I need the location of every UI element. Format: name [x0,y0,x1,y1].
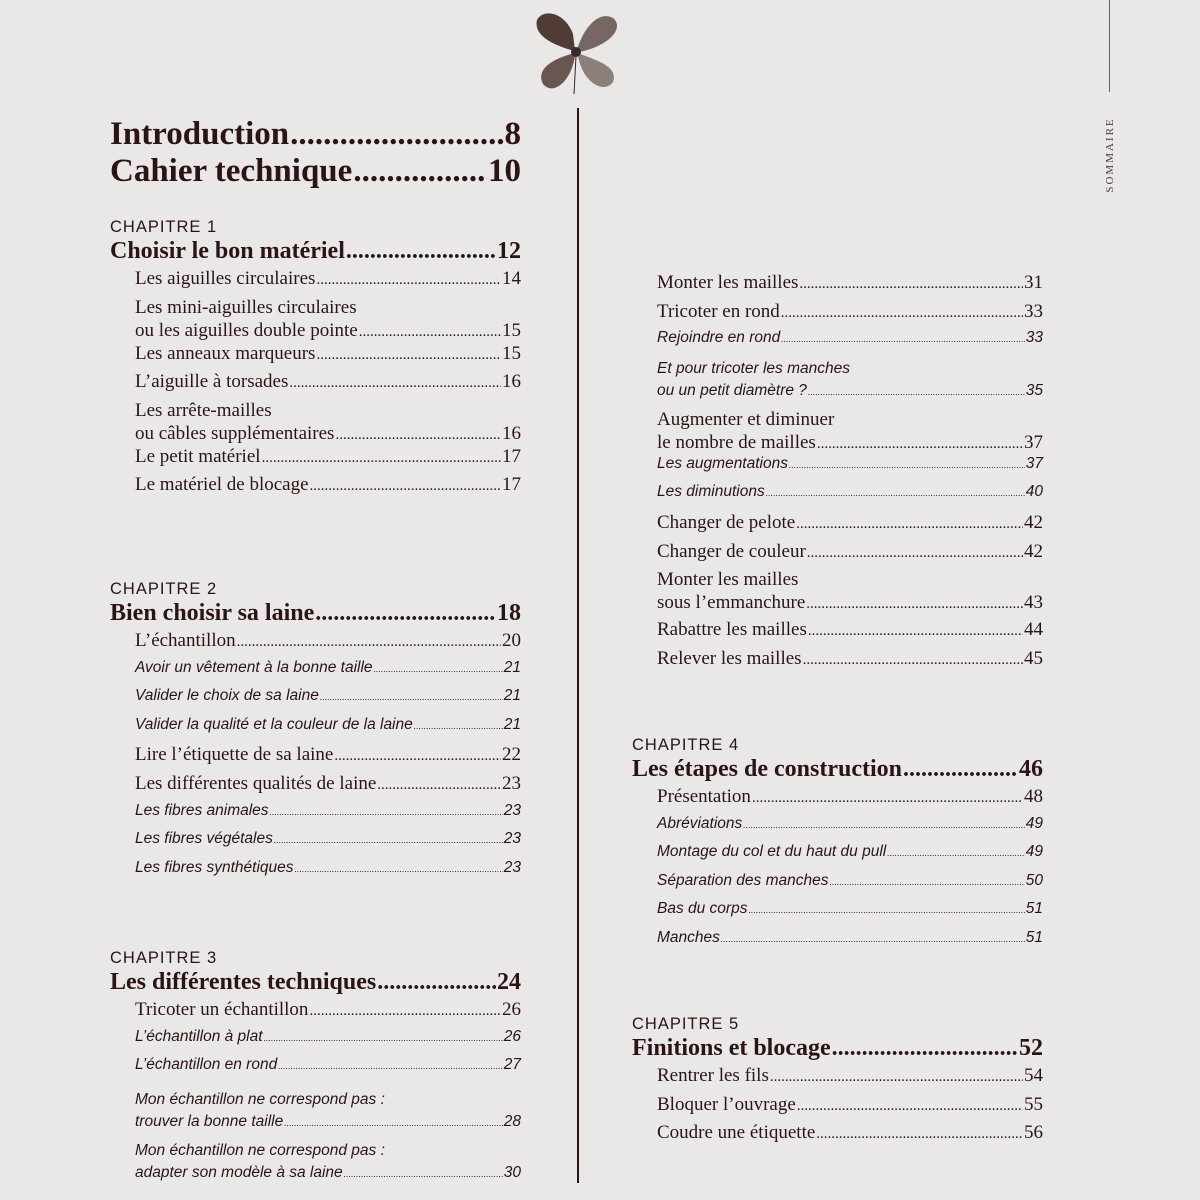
chapter-4 [632,718,1043,958]
entry-text: Tricoter un échantillon [135,999,309,1020]
dot-leader [309,1003,501,1020]
entry-text: L’aiguille à torsades [135,371,289,393]
page-number: 55 [1024,1093,1043,1115]
page-number: 28 [503,1112,521,1130]
toc-entry[interactable] [632,409,1043,455]
dot-leader [377,969,496,996]
entry-text: Les aiguilles circulaires [135,268,316,289]
chapter-label: CHAPITRE 2 [110,580,218,598]
entry-text: Les fibres synthétiques [135,858,294,876]
page-number: 42 [1024,540,1043,562]
page-number: 17 [502,445,521,467]
dot-leader [316,272,501,289]
dot-leader [344,1163,503,1185]
dot-leader [320,692,503,702]
dot-leader [290,116,503,153]
entry-text: Introduction [110,116,290,152]
toc-entry[interactable] [632,1065,1043,1094]
page-number: 50 [1025,871,1043,889]
chapter-title[interactable] [632,756,1043,786]
entry-text: Les anneaux marqueurs [135,342,316,364]
entry-text: Valider la qualité et la couleur de la laine [135,715,413,733]
chapter-label: CHAPITRE 5 [632,1015,740,1033]
entry-text: Le petit matériel [135,445,261,467]
toc-entry[interactable] [110,446,521,475]
page-number: 8 [504,116,521,152]
page-number: 21 [503,658,521,676]
dot-leader [781,334,1025,344]
page-number: 42 [1024,511,1043,533]
toc-entry[interactable] [110,773,521,802]
dot-leader [817,433,1023,455]
page-number: 21 [503,687,521,705]
entry-text: Bien choisir sa laine [110,600,315,626]
dot-leader [346,238,496,265]
toc-entry[interactable] [632,301,1043,330]
dot-leader [903,756,1018,783]
page-number: 51 [1025,900,1043,918]
toc-entry[interactable] [110,630,521,659]
page-number: 51 [1025,928,1043,946]
toc-entry[interactable] [632,619,1043,648]
dot-leader [766,488,1025,498]
page-number: 22 [502,744,521,766]
page-number: 23 [503,801,521,819]
dot-leader [295,864,503,874]
page-number: 21 [503,715,521,733]
page-number: 33 [1024,300,1043,322]
column-divider [577,108,579,1183]
dot-leader [829,877,1024,887]
toc-entry[interactable] [632,541,1043,570]
toc-entry[interactable] [632,329,1043,358]
page-number: 26 [503,1027,521,1045]
toc-entry[interactable] [110,400,521,446]
toc-entry-introduction[interactable] [110,116,521,153]
toc-entry[interactable] [632,929,1043,958]
page-number: 10 [488,153,521,189]
page-number: 27 [503,1056,521,1074]
dot-leader [808,623,1023,640]
toc-entry[interactable] [110,371,521,400]
toc-entry[interactable] [110,343,521,372]
entry-text: Rabattre les mailles [657,619,807,641]
page-number: 44 [1024,619,1043,641]
page-number: 40 [1025,483,1043,501]
entry-text: Choisir le bon matériel [110,238,345,264]
page-number: 37 [1025,454,1043,472]
dot-leader [262,450,501,467]
dot-leader [743,820,1024,830]
toc-entry[interactable] [110,716,521,745]
page-number: 23 [502,772,521,794]
toc-entry[interactable] [110,1028,521,1057]
entry-text: Avoir un vêtement à la bonne taille [135,658,373,676]
page-number: 45 [1024,647,1043,669]
page-number: 12 [497,238,521,264]
entry-text: Cahier technique [110,153,353,189]
chapter-label: CHAPITRE 1 [110,218,218,236]
dot-leader [796,516,1023,533]
toc-entry-cahier-technique[interactable] [110,153,521,190]
entry-text: ou câbles supplémentaires [135,422,335,444]
dot-leader [887,848,1025,858]
dot-leader [274,835,503,845]
toc-entry[interactable] [632,815,1043,844]
chapter-title[interactable] [110,238,521,268]
entry-text: Lire l’étiquette de sa laine [135,744,334,766]
entry-text: Changer de pelote [657,511,796,533]
toc-entry[interactable] [110,268,521,297]
entry-text: Mon échantillon ne correspond pas : [135,1141,385,1159]
toc-entry[interactable] [110,1056,521,1085]
chapter-title[interactable] [110,600,521,630]
dot-leader [237,634,501,651]
page-number: 35 [1025,381,1043,399]
dot-leader [377,777,501,794]
dot-leader [374,664,503,674]
dot-leader [832,1035,1018,1062]
toc-entry[interactable] [632,786,1043,815]
toc-entry[interactable] [632,872,1043,901]
dot-leader [808,381,1025,403]
entry-text: Les différentes qualités de laine [135,772,377,794]
page-number: 23 [503,858,521,876]
page-number: 26 [502,999,521,1020]
toc-entry[interactable] [632,358,1043,403]
dot-leader [289,375,501,392]
entry-text: Les étapes de construction [632,756,902,782]
page-number: 17 [502,474,521,496]
page-number: 31 [1024,272,1043,293]
page-number: 18 [497,600,521,626]
dot-leader [721,934,1025,944]
toc-entry[interactable] [110,474,521,503]
dot-leader [806,593,1023,615]
dot-leader [359,321,501,343]
dot-leader [789,460,1025,470]
entry-text: Les mini-aiguilles circulaires [135,296,357,318]
entry-text: trouver la bonne taille [135,1112,284,1130]
toc-entry[interactable] [632,569,1043,615]
page-number: 15 [502,319,521,341]
page-number: 33 [1025,329,1043,347]
entry-text: Bloquer l’ouvrage [657,1093,796,1115]
dot-leader [278,1061,503,1071]
entry-text: Rentrer les fils [657,1065,769,1086]
toc-entry[interactable] [632,900,1043,929]
entry-text: L’échantillon [135,630,236,651]
page-number: 16 [502,371,521,393]
page-number: 52 [1019,1035,1043,1061]
dot-leader [816,1126,1023,1143]
entry-text: Les augmentations [657,454,788,472]
page-number: 24 [497,969,521,995]
entry-text: ou un petit diamètre ? [657,381,807,399]
entry-text: Manches [657,928,720,946]
entry-text: Relever les mailles [657,647,802,669]
entry-text: ou les aiguilles double pointe [135,319,358,341]
page-number: 30 [503,1163,521,1181]
toc-entry[interactable] [632,455,1043,484]
entry-text: Abréviations [657,814,743,832]
dot-leader [414,721,503,731]
entry-text: Valider le choix de sa laine [135,687,319,705]
entry-text: Coudre une étiquette [657,1122,816,1144]
toc-entry[interactable] [632,648,1043,677]
toc-entry[interactable] [632,843,1043,872]
entry-text: Tricoter en rond [657,300,780,322]
page-number: 43 [1024,592,1043,614]
toc-entry[interactable] [632,512,1043,541]
chapter-2 [110,562,521,887]
dot-leader [284,1112,503,1134]
entry-text: Présentation [657,786,751,807]
toc-entry[interactable] [110,744,521,773]
dot-leader [752,790,1023,807]
entry-text: Rejoindre en rond [657,329,781,347]
chapter-3 [110,931,521,1185]
dot-leader [335,424,501,446]
toc-entry[interactable] [110,659,521,688]
dot-leader [781,305,1023,322]
side-rule [1109,0,1110,92]
chapter-5 [632,997,1043,1151]
chapter-title[interactable] [110,969,521,999]
dot-leader [807,545,1023,562]
side-section-label: SOMMAIRE [1104,117,1116,193]
dot-leader [316,347,501,364]
dot-leader [264,1033,503,1043]
page-number: 54 [1024,1065,1043,1086]
chapter-label: CHAPITRE 4 [632,736,740,754]
toc-entry[interactable] [110,802,521,831]
entry-text: Le matériel de blocage [135,474,309,496]
flower-illustration [525,6,625,96]
chapter-1 [110,200,521,503]
page-number: 15 [502,342,521,364]
chapter-3-continued [632,272,1043,676]
entry-text: L’échantillon en rond [135,1056,278,1074]
page-number: 48 [1024,786,1043,807]
page-number: 56 [1024,1122,1043,1144]
dot-leader [353,153,487,190]
entry-text: le nombre de mailles [657,431,816,453]
entry-text: Les fibres végétales [135,830,273,848]
page-number: 46 [1019,756,1043,782]
chapter-title[interactable] [632,1035,1043,1065]
toc-entry[interactable] [110,687,521,716]
entry-text: sous l’emmanchure [657,592,806,614]
entry-text: Séparation des manches [657,871,829,889]
toc-entry[interactable] [110,999,521,1028]
page-number: 16 [502,422,521,444]
toc-entry[interactable] [632,272,1043,301]
entry-text: Bas du corps [657,900,748,918]
toc-entry[interactable] [110,1140,521,1185]
dot-leader [748,905,1024,915]
dot-leader [799,276,1023,293]
entry-text: Mon échantillon ne correspond pas : [135,1090,385,1108]
dot-leader [797,1098,1023,1115]
page-number: 14 [502,268,521,289]
page-number: 20 [502,630,521,651]
entry-text: Finitions et blocage [632,1035,831,1061]
entry-text: adapter son modèle à sa laine [135,1163,343,1181]
dot-leader [334,748,501,765]
entry-text: Monter les mailles [657,272,799,293]
toc-entry[interactable] [110,1089,521,1134]
toc-entry[interactable] [632,1122,1043,1151]
toc-entry[interactable] [632,1094,1043,1123]
entry-text: Les différentes techniques [110,969,377,995]
entry-text: Changer de couleur [657,540,806,562]
dot-leader [803,652,1023,669]
page-number: 49 [1025,843,1043,861]
toc-entry[interactable] [632,483,1043,512]
entry-text: Augmenter et diminuer [657,408,835,430]
toc-entry[interactable] [110,830,521,859]
page-number: 23 [503,830,521,848]
page-number: 49 [1025,814,1043,832]
entry-text: Les arrête-mailles [135,399,272,421]
entry-text: L’échantillon à plat [135,1027,263,1045]
entry-text: Montage du col et du haut du pull [657,843,887,861]
entry-text: Les diminutions [657,483,765,501]
dot-leader [315,600,496,627]
toc-entry[interactable] [110,297,521,343]
entry-text: Monter les mailles [657,569,799,591]
toc-entry[interactable] [110,859,521,888]
entry-text: Les fibres animales [135,801,269,819]
toc-left-column [110,116,521,190]
page-number: 37 [1024,431,1043,453]
dot-leader [310,478,501,495]
entry-text: Et pour tricoter les manches [657,359,850,377]
dot-leader [770,1069,1023,1086]
chapter-label: CHAPITRE 3 [110,949,218,967]
dot-leader [270,807,503,817]
